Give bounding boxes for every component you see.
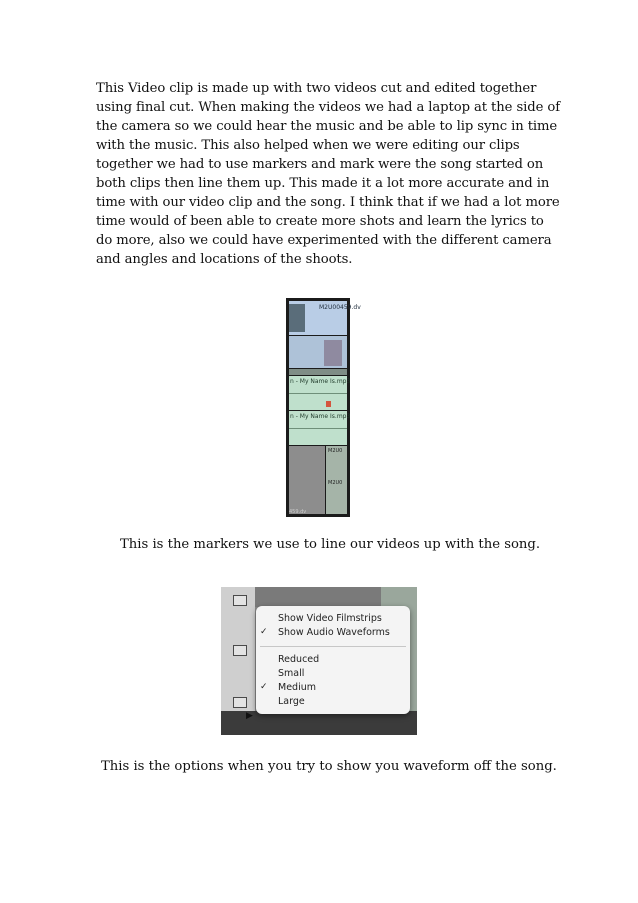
lower-clip-label: M2U0 bbox=[328, 448, 343, 454]
paragraph-line: with the music. This also helped when we were editing our clips bbox=[96, 138, 520, 153]
audio-clip-label: n - My Name Is.mp3 bbox=[290, 413, 351, 420]
paragraph-line: time would of been able to create more shots and learn the lyrics to bbox=[96, 214, 544, 229]
menu-item-reduced[interactable]: Reduced bbox=[278, 654, 320, 665]
audio-waveform bbox=[289, 428, 347, 429]
track-icon bbox=[233, 697, 247, 708]
body-paragraph bbox=[96, 79, 560, 269]
paragraph-line: using final cut. When making the videos we had a laptop at the side of bbox=[96, 100, 560, 115]
audio-waveform bbox=[289, 393, 347, 394]
menu-item-small[interactable]: Small bbox=[278, 668, 305, 679]
paragraph-line: together we had to use markers and mark were the song started on bbox=[96, 157, 544, 172]
paragraph-line: do more, also we could have experimented with the different camera bbox=[96, 233, 552, 248]
caption-waveform-options: This is the options when you try to show you waveform off the song. bbox=[101, 759, 557, 774]
clip-label: M2U00459.dv bbox=[319, 304, 361, 311]
play-triangle-icon[interactable]: ▶ bbox=[246, 711, 253, 721]
paragraph-line: This Video clip is made up with two videos cut and edited together bbox=[96, 81, 537, 96]
lower-clip-label: M2U0 bbox=[328, 480, 343, 486]
menu-screenshot bbox=[221, 587, 417, 735]
timeline-screenshot bbox=[286, 298, 361, 517]
track-gap bbox=[289, 369, 347, 375]
menu-item-show-video-filmstrips[interactable]: Show Video Filmstrips bbox=[278, 613, 382, 624]
menu-separator bbox=[260, 646, 406, 647]
video-thumbnail-2 bbox=[324, 340, 342, 366]
checkmark-icon: ✓ bbox=[260, 627, 268, 637]
menu-item-medium[interactable]: Medium bbox=[278, 682, 316, 693]
paragraph-line: both clips then line them up. This made it a lot more accurate and in bbox=[96, 176, 550, 191]
paragraph-line: time with our video clip and the song. I think that if we had a lot more bbox=[96, 195, 560, 210]
checkmark-icon: ✓ bbox=[260, 682, 268, 692]
empty-track bbox=[289, 446, 325, 514]
paragraph-line: and angles and locations of the shoots. bbox=[96, 252, 353, 267]
track-options-popup bbox=[256, 606, 410, 714]
track-icon bbox=[233, 645, 247, 656]
menu-item-large[interactable]: Large bbox=[278, 696, 305, 707]
track-icon bbox=[233, 595, 247, 606]
paragraph-line: the camera so we could hear the music and be able to lip sync in time bbox=[96, 119, 558, 134]
bottom-clip-label: 459.dv bbox=[289, 509, 307, 515]
menu-item-show-audio-waveforms[interactable]: Show Audio Waveforms bbox=[278, 627, 390, 638]
caption-markers: This is the markers we use to line our videos up with the song. bbox=[120, 537, 541, 552]
video-thumbnail bbox=[289, 304, 305, 332]
marker-icon bbox=[326, 401, 331, 407]
audio-clip-label: n - My Name Is.mp3 bbox=[290, 378, 351, 385]
